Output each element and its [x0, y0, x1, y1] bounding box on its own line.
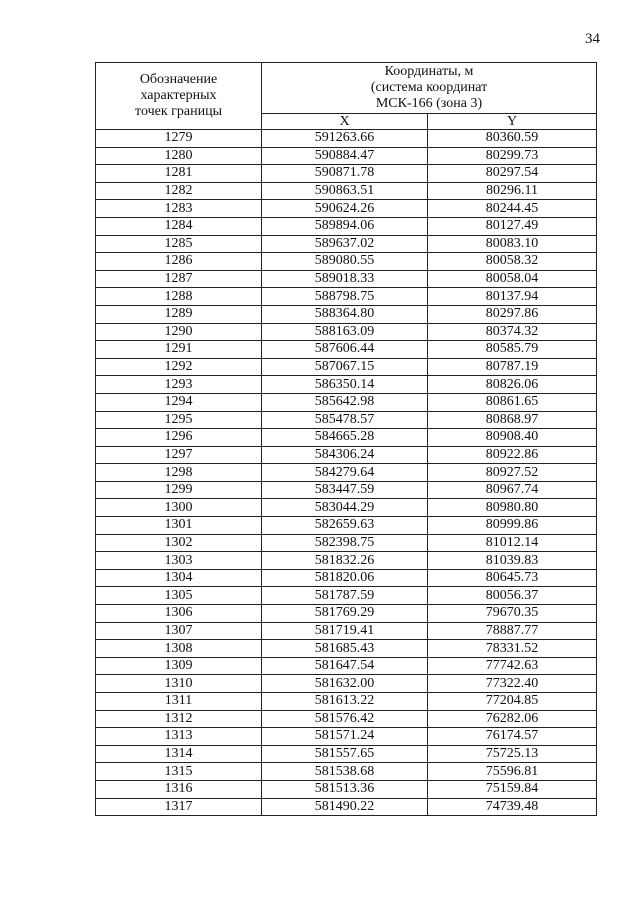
- y-coordinate-cell: 79670.35: [428, 605, 597, 623]
- x-coordinate-cell: 581769.29: [262, 605, 428, 623]
- table-row: [96, 534, 597, 552]
- x-coordinate-cell: 581513.36: [262, 780, 428, 798]
- table-row: [96, 411, 597, 429]
- table-row: [96, 358, 597, 376]
- table-row: [96, 270, 597, 288]
- point-column-header: [96, 63, 262, 130]
- y-coordinate-cell: 80922.86: [428, 446, 597, 464]
- table-row: [96, 517, 597, 535]
- table-row: [96, 693, 597, 711]
- y-coordinate-cell: 78887.77: [428, 622, 597, 640]
- point-cell: 1294: [96, 393, 262, 411]
- y-coordinate-cell: 80927.52: [428, 464, 597, 482]
- point-header-line: Обозначение: [139, 72, 218, 87]
- point-cell: 1287: [96, 270, 262, 288]
- table-row: [96, 605, 597, 623]
- point-cell: 1292: [96, 358, 262, 376]
- x-coordinate-cell: 589637.02: [262, 235, 428, 253]
- x-coordinate-cell: 589018.33: [262, 270, 428, 288]
- x-coordinate-cell: 590863.51: [262, 182, 428, 200]
- coords-header-line: (система координат: [370, 80, 488, 95]
- point-cell: 1285: [96, 235, 262, 253]
- point-cell: 1296: [96, 429, 262, 447]
- x-coordinate-cell: 586350.14: [262, 376, 428, 394]
- x-coordinate-cell: 581576.42: [262, 710, 428, 728]
- x-coordinate-cell: 581647.54: [262, 657, 428, 675]
- table-row: [96, 165, 597, 183]
- table-row: [96, 376, 597, 394]
- table-row: [96, 130, 597, 148]
- y-coordinate-cell: 80585.79: [428, 341, 597, 359]
- point-cell: 1288: [96, 288, 262, 306]
- point-cell: 1283: [96, 200, 262, 218]
- x-coordinate-cell: 590884.47: [262, 147, 428, 165]
- x-coordinate-cell: 589080.55: [262, 253, 428, 271]
- y-coordinate-cell: 80299.73: [428, 147, 597, 165]
- point-cell: 1300: [96, 499, 262, 517]
- y-coordinate-cell: 80980.80: [428, 499, 597, 517]
- table-row: [96, 217, 597, 235]
- x-coordinate-cell: 585478.57: [262, 411, 428, 429]
- table-row: [96, 622, 597, 640]
- y-coordinate-cell: 75159.84: [428, 780, 597, 798]
- y-coordinate-cell: 80999.86: [428, 517, 597, 535]
- y-coordinate-cell: 80787.19: [428, 358, 597, 376]
- point-cell: 1303: [96, 552, 262, 570]
- y-coordinate-cell: 80360.59: [428, 130, 597, 148]
- point-cell: 1286: [96, 253, 262, 271]
- x-coordinate-cell: 581571.24: [262, 728, 428, 746]
- point-cell: 1317: [96, 798, 262, 816]
- x-coordinate-cell: 587067.15: [262, 358, 428, 376]
- x-coordinate-cell: 591263.66: [262, 130, 428, 148]
- table-row: [96, 200, 597, 218]
- y-coordinate-cell: 76174.57: [428, 728, 597, 746]
- x-coordinate-cell: 588163.09: [262, 323, 428, 341]
- table-row: [96, 147, 597, 165]
- point-cell: 1304: [96, 569, 262, 587]
- x-coordinate-cell: 584306.24: [262, 446, 428, 464]
- x-coordinate-cell: 581613.22: [262, 693, 428, 711]
- y-coordinate-cell: 77204.85: [428, 693, 597, 711]
- table-row: [96, 499, 597, 517]
- y-coordinate-cell: 80297.86: [428, 305, 597, 323]
- x-coordinate-cell: 581832.26: [262, 552, 428, 570]
- table-row: [96, 745, 597, 763]
- point-cell: 1281: [96, 165, 262, 183]
- point-cell: 1299: [96, 481, 262, 499]
- coords-header-line: Координаты, м: [384, 64, 474, 79]
- x-coordinate-cell: 590624.26: [262, 200, 428, 218]
- point-cell: 1293: [96, 376, 262, 394]
- x-coordinate-cell: 581557.65: [262, 745, 428, 763]
- x-coordinate-cell: 588798.75: [262, 288, 428, 306]
- x-column-header: X: [262, 114, 428, 130]
- x-coordinate-cell: 587606.44: [262, 341, 428, 359]
- y-coordinate-cell: 76282.06: [428, 710, 597, 728]
- y-coordinate-cell: 80826.06: [428, 376, 597, 394]
- point-cell: 1290: [96, 323, 262, 341]
- table-row: [96, 710, 597, 728]
- y-column-header: Y: [428, 114, 597, 130]
- table-row: [96, 798, 597, 816]
- table-row: [96, 305, 597, 323]
- y-coordinate-cell: 80127.49: [428, 217, 597, 235]
- point-cell: 1308: [96, 640, 262, 658]
- table-row: [96, 728, 597, 746]
- table-row: [96, 288, 597, 306]
- point-cell: 1311: [96, 693, 262, 711]
- y-coordinate-cell: 80058.04: [428, 270, 597, 288]
- x-coordinate-cell: 582659.63: [262, 517, 428, 535]
- y-coordinate-cell: 80908.40: [428, 429, 597, 447]
- point-header-line: точек границы: [135, 104, 222, 119]
- y-coordinate-cell: 80083.10: [428, 235, 597, 253]
- table-row: [96, 481, 597, 499]
- point-cell: 1310: [96, 675, 262, 693]
- x-coordinate-cell: 581685.43: [262, 640, 428, 658]
- point-cell: 1312: [96, 710, 262, 728]
- y-coordinate-cell: 80297.54: [428, 165, 597, 183]
- x-coordinate-cell: 583447.59: [262, 481, 428, 499]
- coordinates-column-header: [262, 63, 597, 114]
- point-cell: 1306: [96, 605, 262, 623]
- x-coordinate-cell: 585642.98: [262, 393, 428, 411]
- point-cell: 1282: [96, 182, 262, 200]
- table-row: [96, 393, 597, 411]
- y-coordinate-cell: 80645.73: [428, 569, 597, 587]
- point-cell: 1301: [96, 517, 262, 535]
- y-coordinate-cell: 78331.52: [428, 640, 597, 658]
- point-cell: 1307: [96, 622, 262, 640]
- point-cell: 1309: [96, 657, 262, 675]
- table-row: [96, 464, 597, 482]
- point-cell: 1280: [96, 147, 262, 165]
- y-coordinate-cell: 80861.65: [428, 393, 597, 411]
- table-row: [96, 235, 597, 253]
- point-cell: 1297: [96, 446, 262, 464]
- table-row: [96, 780, 597, 798]
- y-coordinate-cell: 80296.11: [428, 182, 597, 200]
- y-coordinate-cell: 81012.14: [428, 534, 597, 552]
- point-cell: 1302: [96, 534, 262, 552]
- page-number: 34: [585, 31, 600, 47]
- x-coordinate-cell: 589894.06: [262, 217, 428, 235]
- table-row: [96, 640, 597, 658]
- y-coordinate-cell: 81039.83: [428, 552, 597, 570]
- x-coordinate-cell: 581719.41: [262, 622, 428, 640]
- y-coordinate-cell: 75596.81: [428, 763, 597, 781]
- y-coordinate-cell: 77742.63: [428, 657, 597, 675]
- x-coordinate-cell: 581820.06: [262, 569, 428, 587]
- point-cell: 1305: [96, 587, 262, 605]
- x-coordinate-cell: 581490.22: [262, 798, 428, 816]
- table-row: [96, 429, 597, 447]
- y-coordinate-cell: 77322.40: [428, 675, 597, 693]
- point-cell: 1291: [96, 341, 262, 359]
- table-row: [96, 675, 597, 693]
- table-row: [96, 323, 597, 341]
- coordinates-table: [95, 62, 597, 816]
- point-cell: 1295: [96, 411, 262, 429]
- x-coordinate-cell: 581632.00: [262, 675, 428, 693]
- table-row: [96, 253, 597, 271]
- x-coordinate-cell: 581787.59: [262, 587, 428, 605]
- table-row: [96, 182, 597, 200]
- y-coordinate-cell: 80056.37: [428, 587, 597, 605]
- y-coordinate-cell: 80058.32: [428, 253, 597, 271]
- y-coordinate-cell: 74739.48: [428, 798, 597, 816]
- table-row: [96, 569, 597, 587]
- x-coordinate-cell: 581538.68: [262, 763, 428, 781]
- point-cell: 1298: [96, 464, 262, 482]
- y-coordinate-cell: 75725.13: [428, 745, 597, 763]
- point-header-line: характерных: [140, 88, 217, 103]
- coords-header-line: МСК-166 (зона 3): [375, 96, 483, 111]
- table-row: [96, 552, 597, 570]
- point-cell: 1315: [96, 763, 262, 781]
- table-row: [96, 587, 597, 605]
- point-cell: 1279: [96, 130, 262, 148]
- point-cell: 1314: [96, 745, 262, 763]
- table-header: [96, 63, 597, 130]
- table-row: [96, 763, 597, 781]
- x-coordinate-cell: 588364.80: [262, 305, 428, 323]
- table-row: [96, 657, 597, 675]
- y-coordinate-cell: 80137.94: [428, 288, 597, 306]
- y-coordinate-cell: 80967.74: [428, 481, 597, 499]
- point-cell: 1289: [96, 305, 262, 323]
- y-coordinate-cell: 80868.97: [428, 411, 597, 429]
- x-coordinate-cell: 582398.75: [262, 534, 428, 552]
- x-coordinate-cell: 584279.64: [262, 464, 428, 482]
- table-body: [96, 130, 597, 816]
- y-coordinate-cell: 80374.32: [428, 323, 597, 341]
- y-coordinate-cell: 80244.45: [428, 200, 597, 218]
- point-cell: 1316: [96, 780, 262, 798]
- x-coordinate-cell: 583044.29: [262, 499, 428, 517]
- point-cell: 1313: [96, 728, 262, 746]
- x-coordinate-cell: 584665.28: [262, 429, 428, 447]
- table-row: [96, 341, 597, 359]
- x-coordinate-cell: 590871.78: [262, 165, 428, 183]
- table-row: [96, 446, 597, 464]
- point-cell: 1284: [96, 217, 262, 235]
